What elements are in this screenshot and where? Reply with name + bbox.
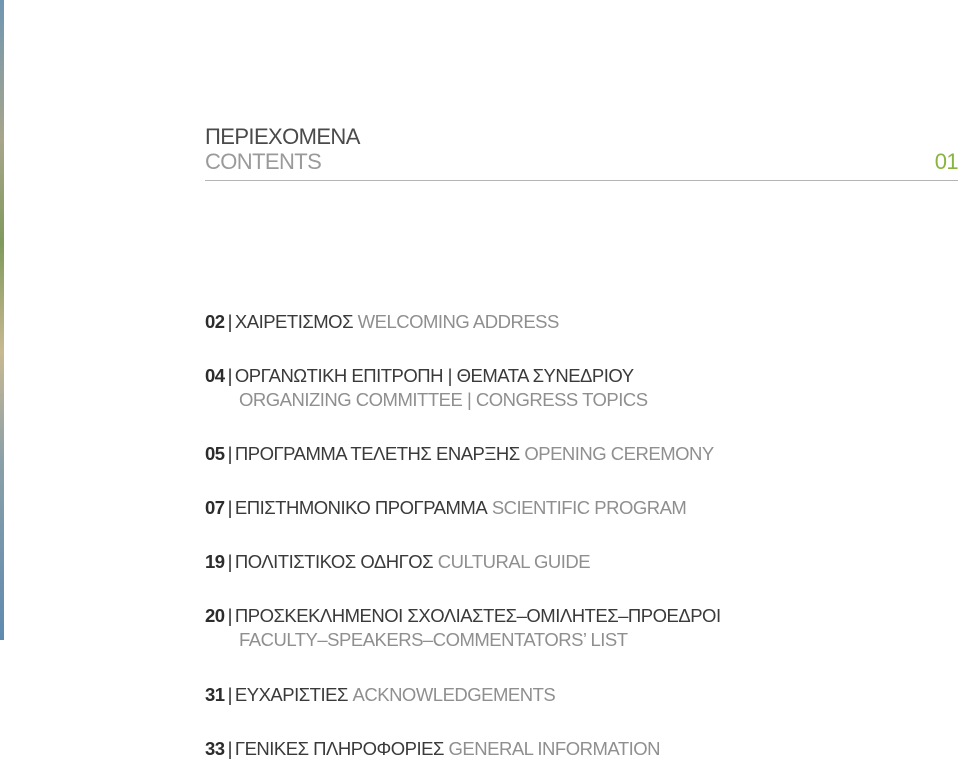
toc-page-number: 19 — [205, 551, 225, 572]
toc-entry-general-information[interactable] — [205, 737, 660, 761]
toc-entry-cultural-guide[interactable] — [205, 550, 590, 574]
toc-entry-welcoming-address[interactable] — [205, 310, 559, 334]
toc-separator: | — [227, 551, 232, 572]
toc-page-number: 31 — [205, 684, 225, 705]
toc-entry-faculty-list[interactable] — [205, 604, 721, 652]
contents-header — [205, 124, 958, 181]
toc-page-number: 02 — [205, 311, 225, 332]
toc-title-english: CULTURAL GUIDE — [437, 551, 591, 572]
toc-title-greek: ΠΟΛΙΤΙΣΤΙΚΟΣ ΟΔΗΓΟΣ — [234, 551, 434, 572]
toc-entry-organizing-committee[interactable] — [205, 364, 648, 412]
toc-separator: | — [227, 605, 232, 626]
toc-title-greek: ΕΠΙΣΤΗΜΟΝΙΚΟ ΠΡΟΓΡΑΜΜΑ — [234, 497, 488, 518]
toc-title-english: FACULTY–SPEAKERS–COMMENTATORS’ LIST — [239, 629, 628, 650]
toc-entry-scientific-program[interactable] — [205, 496, 686, 520]
toc-title-greek: ΠΡΟΓΡΑΜΜΑ ΤΕΛΕΤΗΣ ΕΝΑΡΞΗΣ — [234, 443, 520, 464]
toc-entry-acknowledgements[interactable] — [205, 683, 555, 707]
toc-separator: | — [227, 311, 232, 332]
toc-page-number: 04 — [205, 365, 225, 386]
toc-page-number: 33 — [205, 738, 225, 759]
toc-entry-opening-ceremony[interactable] — [205, 442, 714, 466]
toc-title-english: ACKNOWLEDGEMENTS — [352, 684, 556, 705]
toc-title-greek: ΕΥΧΑΡΙΣΤΙΕΣ — [234, 684, 348, 705]
toc-separator: | — [227, 365, 232, 386]
toc-separator: | — [227, 443, 232, 464]
toc-separator: | — [227, 738, 232, 759]
toc-title-greek: ΓΕΝΙΚΕΣ ΠΛΗΡΟΦΟΡΙΕΣ — [234, 738, 444, 759]
toc-title-greek: ΧΑΙΡΕΤΙΣΜΟΣ — [234, 311, 354, 332]
toc-title-english: GENERAL INFORMATION — [448, 738, 661, 759]
page-title-greek: ΠΕΡΙΕΧΟΜΕΝΑ — [205, 124, 360, 149]
toc-separator: | — [227, 497, 232, 518]
toc-title-greek: ΟΡΓΑΝΩΤΙΚΗ ΕΠΙΤΡΟΠΗ | ΘΕΜΑΤΑ ΣΥΝΕΔΡΙΟΥ — [234, 365, 634, 386]
photo-edge-strip — [0, 0, 4, 640]
page-title-english: CONTENTS — [205, 149, 322, 174]
toc-title-english: SCIENTIFIC PROGRAM — [491, 497, 687, 518]
toc-page-number: 20 — [205, 605, 225, 626]
toc-title-english: OPENING CEREMONY — [524, 443, 714, 464]
toc-separator: | — [227, 684, 232, 705]
page-number: 01 — [934, 149, 958, 174]
toc-title-english: ORGANIZING COMMITTEE | CONGRESS TOPICS — [239, 389, 648, 410]
toc-page-number: 05 — [205, 443, 225, 464]
toc-title-greek: ΠΡΟΣΚΕΚΛΗΜΕΝΟΙ ΣΧΟΛΙΑΣΤΕΣ–ΟΜΙΛΗΤΕΣ–ΠΡΟΕΔΡΟΙ — [234, 605, 721, 626]
toc-title-english: WELCOMING ADDRESS — [357, 311, 559, 332]
toc-page-number: 07 — [205, 497, 225, 518]
